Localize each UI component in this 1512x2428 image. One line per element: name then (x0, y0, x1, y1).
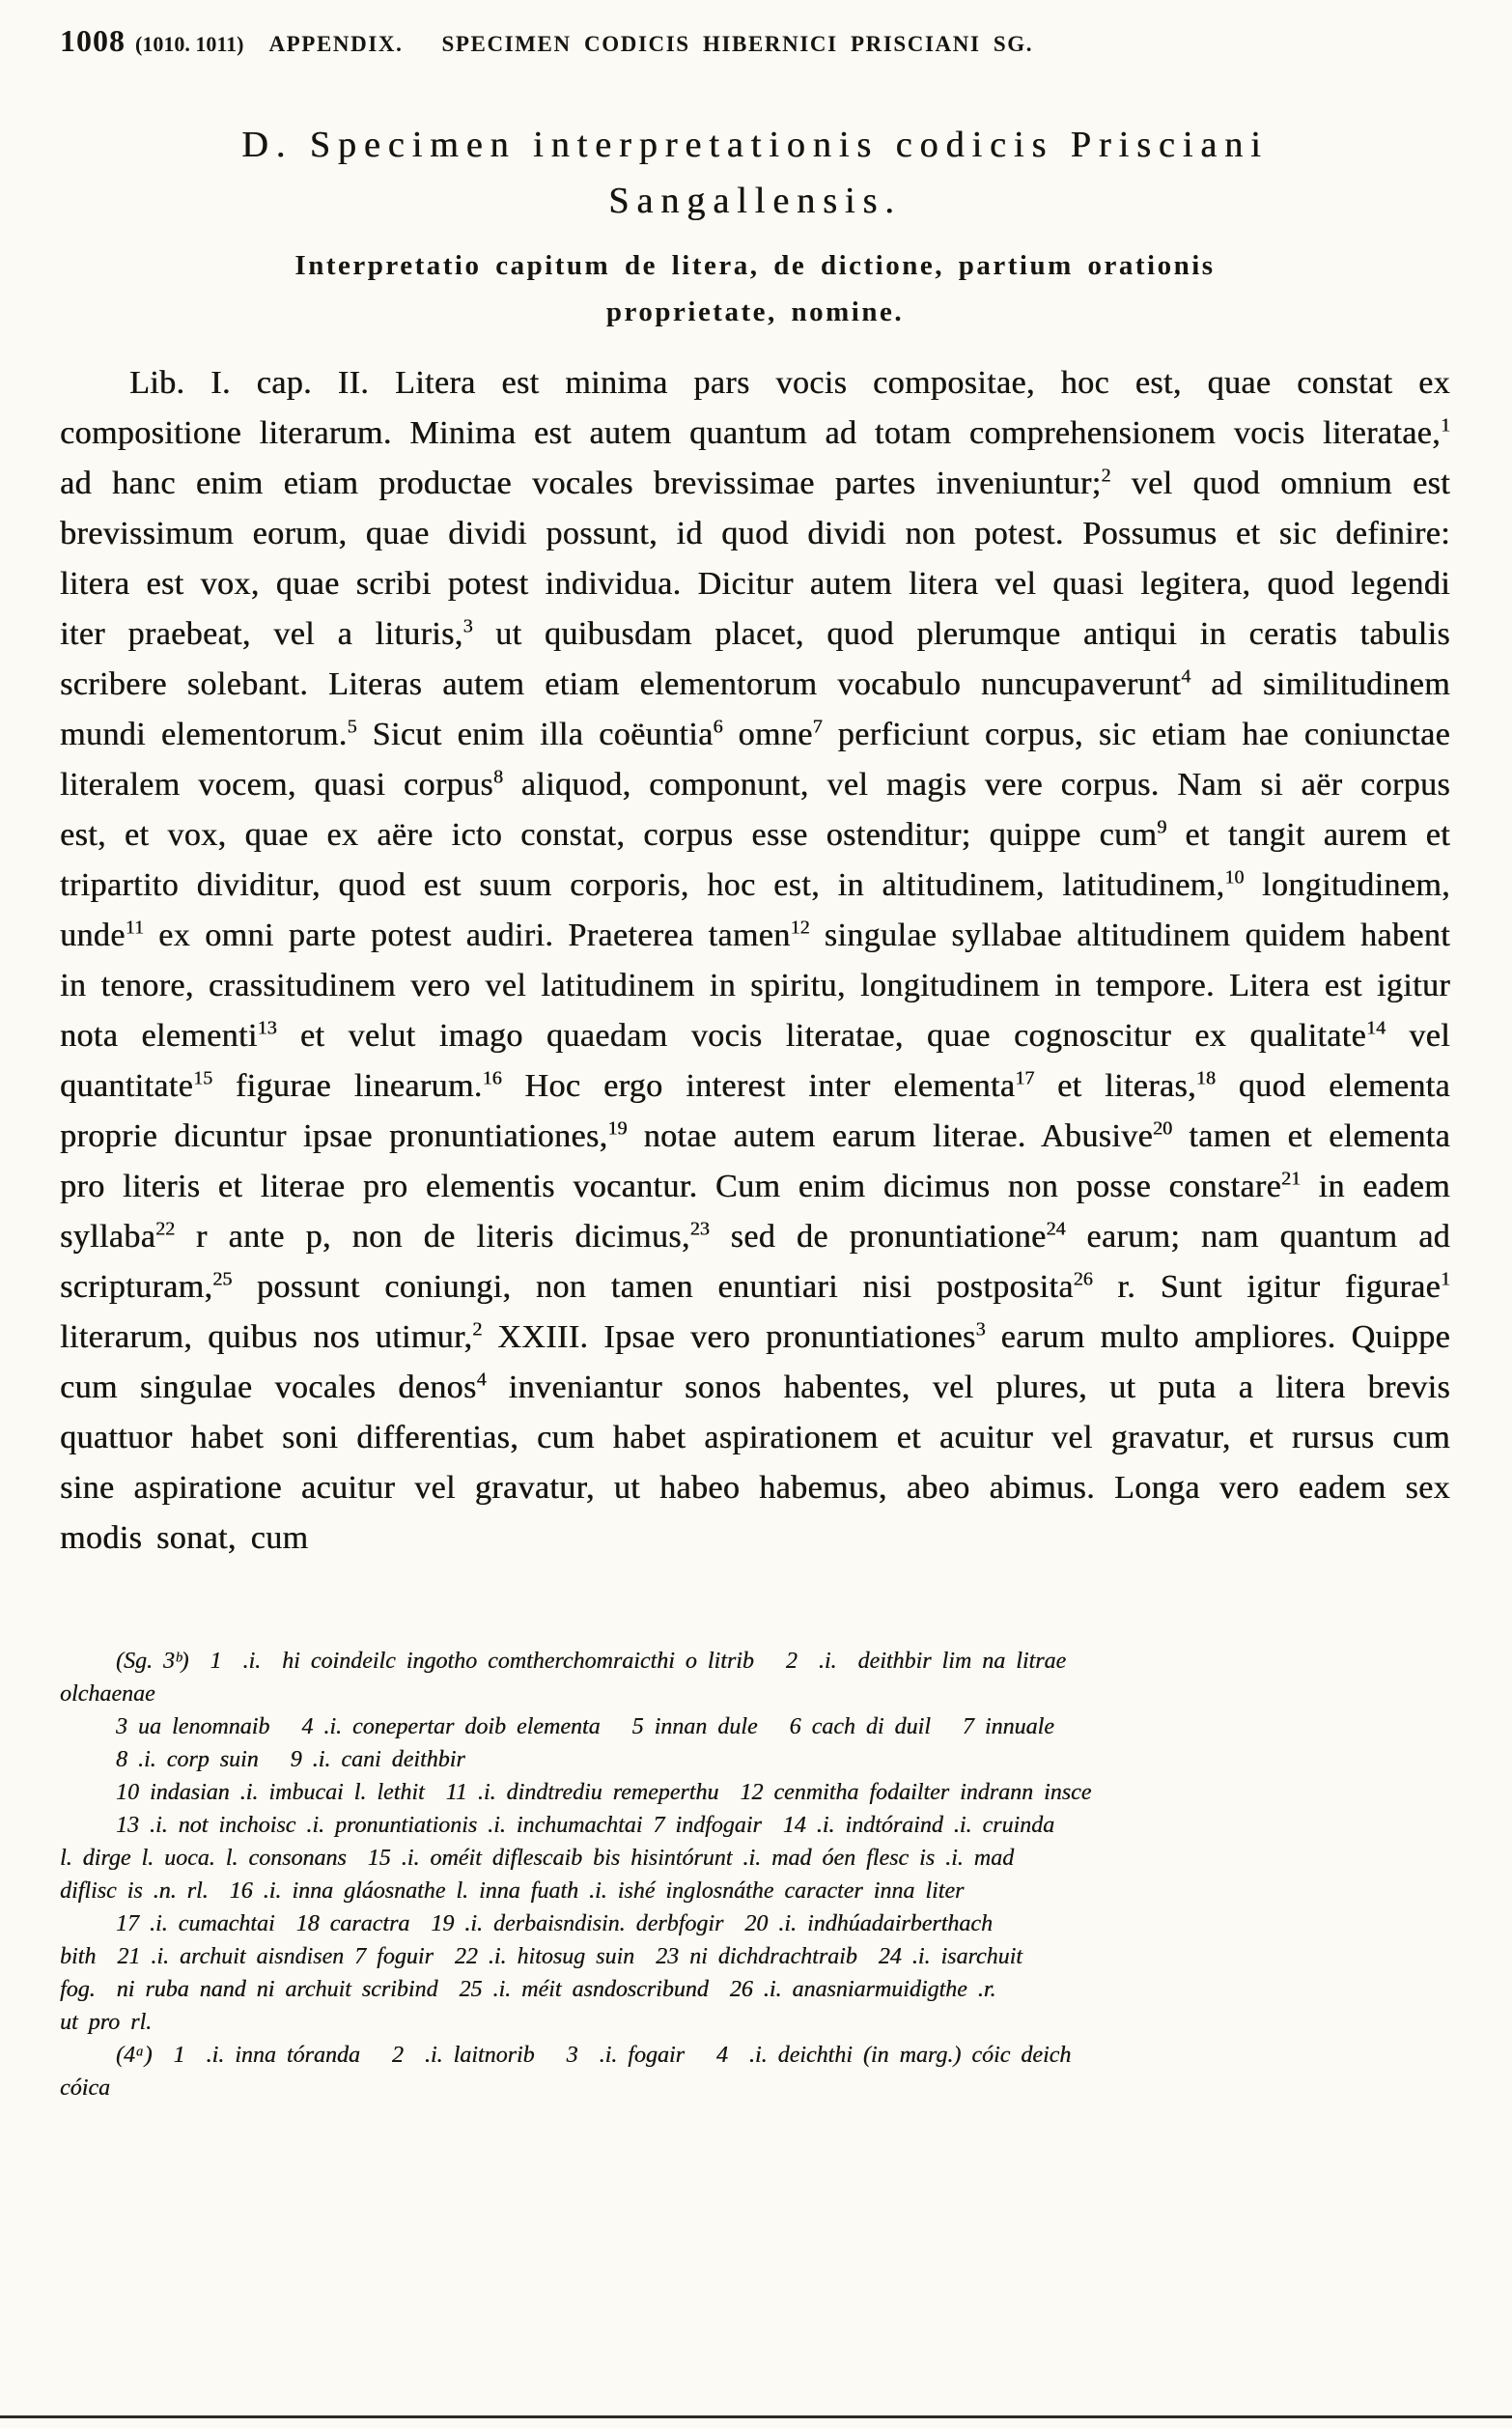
footnote-ref: 5 (347, 716, 357, 738)
running-head (60, 23, 1450, 59)
footnote-ref: 4 (476, 1369, 487, 1391)
footnote-ref: 7 (812, 716, 823, 738)
footnote-ref: 23 (689, 1218, 710, 1240)
footnotes (60, 1645, 1450, 2104)
footnote-ref: 16 (482, 1067, 502, 1089)
page-number-alt: (1010. 1011) (135, 32, 244, 56)
footnote-ref: 12 (790, 917, 810, 939)
footnote-ref: 1 (1441, 1268, 1451, 1290)
footnote-line: ut pro rl. (60, 2010, 153, 2035)
footnote-ref: 3 (975, 1318, 986, 1341)
title-line-1: D. Specimen interpretationis codicis Prisciani (241, 125, 1269, 165)
body-text: Lib. I. cap. II. Litera est minima pars vocis compositae, hoc est, quae constat ex compositione literarum. Minima est autem quantum ad totam comprehensionem vocis literatae,$^1$ ad hanc enim etiam productae vocales brevissimae partes inveniuntur;$^2$ vel quod omnium est brevissimum eorum, quae dividi possunt, id quod dividi non potest. Possumus et sic definire: litera est vox, quae scribi potest individua. Dicitur autem litera vel quasi legitera, quod legendi iter praebeat, vel a lituris,$^3$ ut quibusdam placet, quod plerumque antiqui in ceratis tabulis scribere solebant. Literas autem etiam elementorum vocabulo nuncupaverunt$^4$ ad similitudinem mundi elementorum.$^5$ Sicut enim illa coëuntia$^6$ omne$^7$ perficiunt corpus, sic etiam hae coniunctae literalem vocem, quasi corpus$^8$ aliquod, componunt, vel magis vere corpus. Nam si aër corpus est, et vox, quae ex aëre icto constat, corpus esse ostenditur; quippe cum$^9$ et tangit aurem et tripartito dividitur, quod est suum corporis, hoc est, in altitudinem, latitudinem,$^{10}$ longitudinem, unde$^{11}$ ex omni parte potest audiri. Praeterea tamen$^{12}$ singulae syllabae altitudinem quidem habent in tenore, crassitudinem vero vel latitudinem in spiritu, longitudinem in tempore. Litera est igitur nota elementi$^{13}$ et velut imago quaedam vocis literatae, quae cognoscitur ex qualitate$^{14}$ vel quantitate$^{15}$ figurae linearum.$^{16}$ Hoc ergo interest inter elementa$^{17}$ et literas,$^{18}$ quod elementa proprie dicuntur ipsae pronuntiationes,$^{19}$ notae autem earum literae. Abusive$^{20}$ tamen et elementa pro literis et literae pro elementis vocantur. Cum enim dicimus non posse constare$^{21}$ in eadem syllaba$^{22}$ r ante p, non de literis dicimus,$^{23}$ sed de pronuntiatione$^{24}$ earum; nam quantum ad scripturam,$^{25}$ possunt coniungi, non tamen enuntiari nisi postposita$^{26}$ r. Sunt igitur figurae$^1$ literarum, quibus nos utimur,$^2$ XXIII. Ipsae vero pronuntiationes$^3$ earum multo ampliores. Quippe cum singulae vocales denos$^4$ inveniantur sonos habentes, vel plures, ut puta a litera brevis quattuor habet soni differentias, cum habet aspirationem et acuitur vel gravatur, et rursus cum sine aspiratione acuitur vel gravatur, ut habeo habemus, abeo abimus. Longa vero eadem sex modis sonat, cum (60, 365, 1451, 1556)
footnote-ref: 6 (713, 716, 723, 738)
section-title (60, 117, 1450, 229)
subtitle-line-1: Interpretatio capitum de litera, de dictione, partium orationis (294, 250, 1216, 281)
section-subtitle (60, 242, 1450, 335)
footnote-line: 8 .i. corp suin 9 .i. cani deithbir (116, 1747, 465, 1772)
footnote-ref: 13 (257, 1017, 277, 1039)
footnote-line: cóica (60, 2075, 110, 2101)
footnote-ref: 15 (193, 1067, 213, 1089)
footnote-line: (Sg. 3ᵇ) 1 .i. hi coindeilc ingotho comtherchomraicthi o litrib 2 .i. deithbir lim na litrae (116, 1649, 1067, 1674)
footnote-line: 17 .i. cumachtai 18 caractra 19 .i. derbaisndisin. derbfogir 20 .i. indhúadairberthach (116, 1911, 993, 1936)
footnote-ref: 11 (125, 917, 144, 939)
footnote-ref: 26 (1073, 1268, 1093, 1290)
footnote-ref: 14 (1366, 1017, 1386, 1039)
footnote-ref: 10 (1224, 866, 1245, 889)
footnote-ref: 18 (1195, 1067, 1216, 1089)
footnote-ref: 2 (1101, 465, 1111, 487)
bottom-rule (0, 2415, 1512, 2418)
subtitle-line-2: proprietate, nomine. (605, 296, 905, 327)
footnote-ref: 1 (1441, 414, 1450, 437)
footnote-line: (4ᵃ) 1 .i. inna tóranda 2 .i. laitnorib 3 .i. fogair 4 .i. deichthi (in marg.) cóic deich (116, 2043, 1072, 2068)
footnote-line: 13 .i. not inchoisc .i. pronuntiationis .i. inchumachtai 7 indfogair 14 .i. indtóraind .i. cruinda (116, 1813, 1055, 1838)
footnote-line: diflisc is .n. rl. 16 .i. inna gláosnathe l. inna fuath .i. ishé inglosnáthe caracter inna liter (60, 1878, 965, 1904)
title-line-2: Sangallensis. (608, 181, 902, 221)
footnote-line: 10 indasian .i. imbucai l. lethit 11 .i. dindtrediu remeperthu 12 cenmitha fodailter indrann insce (116, 1780, 1092, 1805)
running-title: APPENDIX. SPECIMEN CODICIS HIBERNICI PRISCIANI SG. (268, 32, 1034, 56)
footnote-ref: 9 (1157, 816, 1167, 838)
footnote-line: fog. ni ruba nand ni archuit scribind 25 .i. méit asndoscribund 26 .i. anasniarmuidigthe .r. (60, 1977, 996, 2002)
footnote-line: bith 21 .i. archuit aisndisen 7 foguir 22 .i. hitosug suin 23 ni dichdrachtraib 24 .i. isarchuit (60, 1944, 1022, 1969)
page-number: 1008 (60, 23, 126, 58)
footnote-ref: 20 (1153, 1117, 1173, 1140)
footnote-ref: 2 (472, 1318, 483, 1341)
footnote-line: 3 ua lenomnaib 4 .i. conepertar doib elementa 5 innan dule 6 cach di duil 7 innuale (116, 1714, 1054, 1739)
footnote-line: l. dirge l. uoca. l. consonans 15 .i. oméit diflescaib bis hisintórunt .i. mad óen flesc is .i. mad (60, 1846, 1015, 1871)
footnote-ref: 25 (212, 1268, 233, 1290)
footnote-line: olchaenae (60, 1681, 155, 1707)
footnote-ref: 17 (1015, 1067, 1035, 1089)
footnote-ref: 8 (492, 766, 503, 788)
footnote-ref: 24 (1046, 1218, 1066, 1240)
footnote-ref: 22 (155, 1218, 176, 1240)
footnote-ref: 4 (1181, 665, 1191, 688)
footnote-ref: 3 (462, 615, 473, 637)
footnote-ref: 21 (1281, 1168, 1302, 1190)
footnote-ref: 19 (607, 1117, 628, 1140)
